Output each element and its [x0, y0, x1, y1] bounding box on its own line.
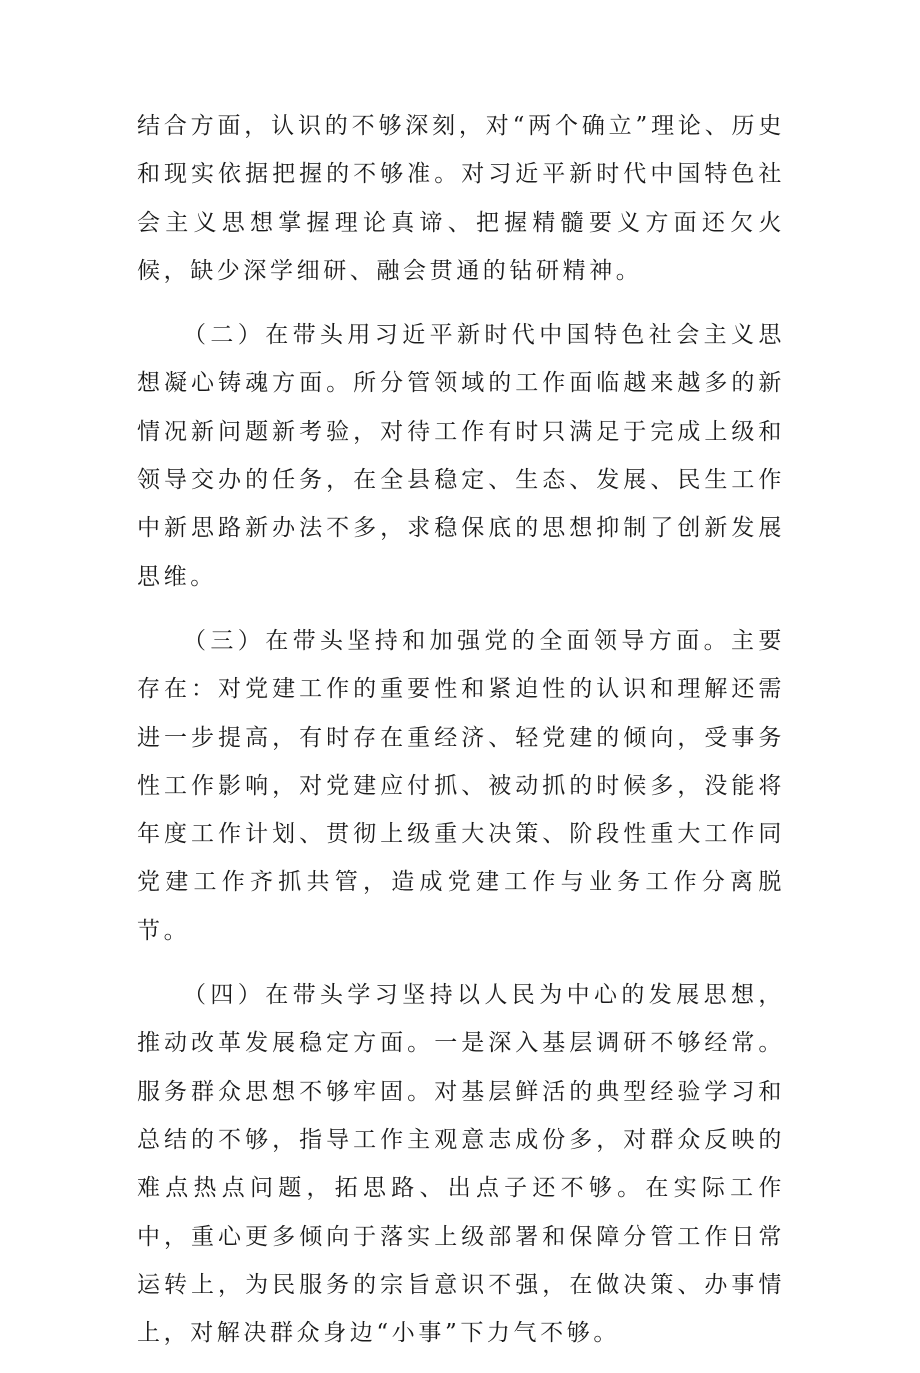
paragraph-section-four: （四）在带头学习坚持以人民为中心的发展思想，推动改革发展稳定方面。一是深入基层调研不够经常。服务群众思想不够牢固。对基层鲜活的典型经验学习和总结的不够，指导工作主观意志成份多，对群众反映的难点热点问题，拓思路、出点子还不够。在实际工作中，重心更多倾向于落实上级部署和保障分管工作日常运转上，为民服务的宗旨意识不强，在做决策、办事情上，对解决群众身边“小事”下力气不够。: [137, 982, 785, 1347]
paragraph-section-two: （二）在带头用习近平新时代中国特色社会主义思想凝心铸魂方面。所分管领域的工作面临越来越多的新情况新问题新考验，对待工作有时只满足于完成上级和领导交办的任务，在全县稳定、生态、发展、民生工作中新思路新办法不多，求稳保底的思想抑制了创新发展思维。: [137, 322, 785, 590]
paragraph-section-three: （三）在带头坚持和加强党的全面领导方面。主要存在：对党建工作的重要性和紧迫性的认识和理解还需进一步提高，有时存在重经济、轻党建的倾向，受事务性工作影响，对党建应付抓、被动抓的时候多，没能将年度工作计划、贯彻上级重大决策、阶段性重大工作同党建工作齐抓共管，造成党建工作与业务工作分离脱节。: [137, 627, 785, 944]
paragraph-continuation: 结合方面，认识的不够深刻，对“两个确立”理论、历史和现实依据把握的不够准。对习近平新时代中国特色社会主义思想掌握理论真谛、把握精髓要义方面还欠火候，缺少深学细研、融会贯通的钻研精神。: [137, 113, 785, 284]
document-body: [137, 102, 785, 1373]
